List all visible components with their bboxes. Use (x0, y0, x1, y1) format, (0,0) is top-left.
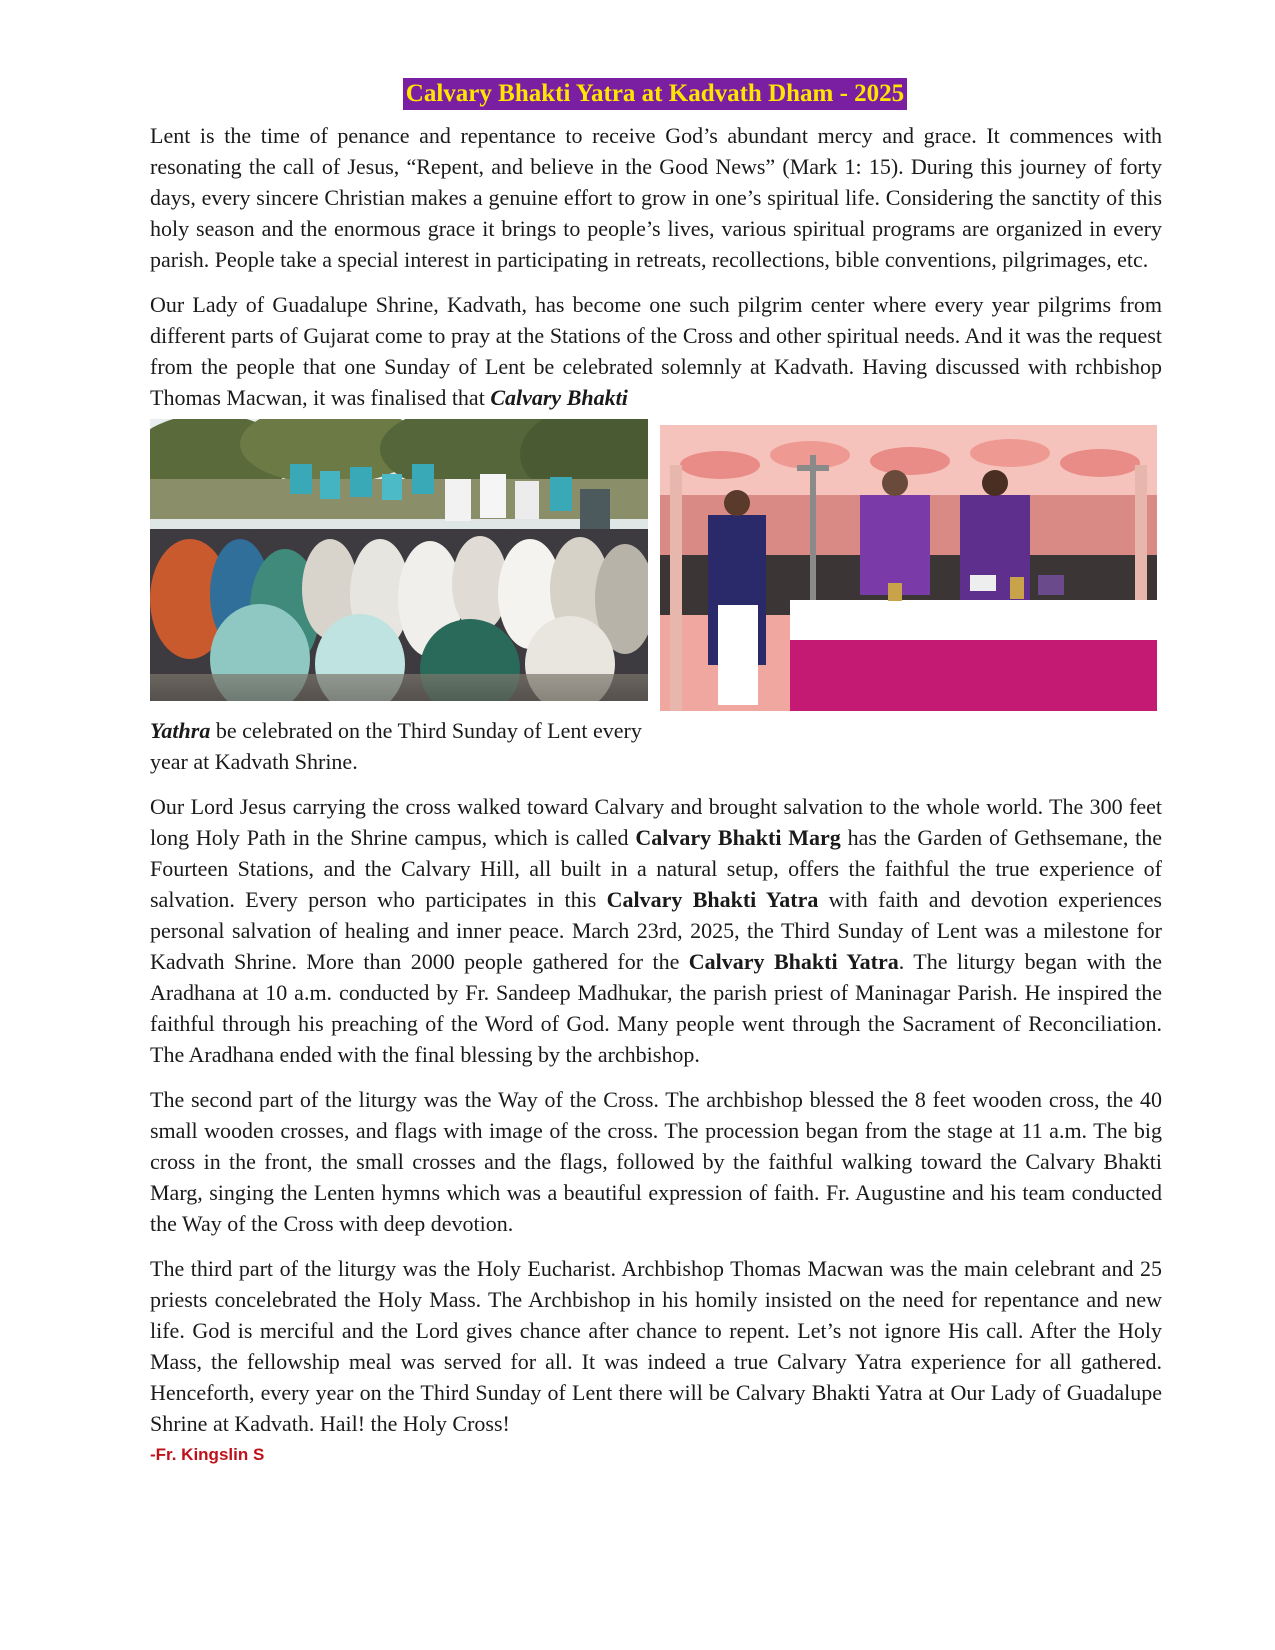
paragraph-eucharist: The third part of the liturgy was the Holy Eucharist. Archbishop Thomas Macwan was the main celebrant and 25 priests concelebrated the Holy Mass. The Archbishop in his homily insisted on the need for repentance and new life. God is merciful and the Lord gives chance after chance to repent. Let’s not ignore His call. After the Holy Mass, the fellowship meal was served for all. It was indeed a true Calvary Yatra experience for all gathered. Henceforth, every year on the Third Sunday of Lent there will be Calvary Bhakti Yatra at Our Lady of Guadalupe Shrine at Kadvath. Hail! the Holy Cross! (150, 1256, 1162, 1436)
page-title: Calvary Bhakti Yatra at Kadvath Dham - 2025 (403, 78, 907, 110)
paragraph-marg-text-d: . The liturgy began with the Aradhana at 10 a.m. conducted by Fr. Sandeep Madhukar, the parish priest of Maninagar Parish. He inspired the faithful through his preaching of the Word of God. Many people went through the Sacrament of Reconciliation. The Aradhana ended with the final blessing by the archbishop. (150, 949, 1162, 1067)
paragraph-marg-text-c: with faith and devotion experiences personal salvation of healing and inner peace. March 23rd, 2025, the Third Sunday of Lent was a milestone for Kadvath Shrine. More than 2000 people gathered for the (150, 887, 1162, 974)
paragraph-marg-text-a: Our Lord Jesus carrying the cross walked toward Calvary and brought salvation to the whole world. The 300 feet long Holy Path in the Shrine campus, which is called (150, 794, 1162, 850)
paragraph-shrine-continued (150, 715, 650, 777)
document-page (150, 78, 1160, 1465)
title-wrap (150, 78, 1160, 110)
procession-photo-graphic (150, 419, 648, 701)
paragraph-shrine-text: Our Lady of Guadalupe Shrine, Kadvath, has become one such pilgrim center where every year pilgrims from different parts of Gujarat come to pray at the Stations of the Cross and other spiritual needs. And it was the request from the people that one Sunday of Lent be celebrated solemnly at Kadvath. Having discussed with rchbishop Thomas Macwan, it was finalised that (150, 292, 1162, 410)
paragraph-marg-bold-c: Calvary Bhakti Yatra (688, 949, 899, 974)
photo-row (150, 419, 1162, 701)
paragraph-calvary-marg (150, 791, 1162, 1070)
paragraph-marg-text-b: has the Garden of Gethsemane, the Fourteen Stations, and the Calvary Hill, all built in a natural setup, offers the faithful the true experience of salvation. Every person who participates in this (150, 825, 1162, 912)
paragraph-marg-bold-b: Calvary Bhakti Yatra (606, 887, 819, 912)
procession-photo (150, 419, 648, 701)
author-signature: -Fr. Kingslin S (150, 1445, 265, 1464)
paragraph-shrine-emphasis: Calvary Bhakti (490, 385, 628, 410)
paragraph-continued-text: be celebrated on the Third Sunday of Lent every year at Kadvath Shrine. (150, 718, 642, 774)
paragraph-continued-emphasis: Yathra (150, 718, 211, 743)
paragraph-intro: Lent is the time of penance and repentance to receive God’s abundant mercy and grace. It commences with resonating the call of Jesus, “Repent, and believe in the Good News” (Mark 1: 15). During this journey of forty days, every sincere Christian makes a genuine effort to grow in one’s spiritual life. Considering the sanctity of this holy season and the enormous grace it brings to people’s lives, various spiritual programs are organized in every parish. People take a special interest in participating in retreats, recollections, bible conventions, pilgrimages, etc. (150, 123, 1162, 272)
paragraph-marg-bold-a: Calvary Bhakti Marg (635, 825, 841, 850)
mass-photo (660, 425, 1157, 711)
paragraph-way-of-cross: The second part of the liturgy was the Way of the Cross. The archbishop blessed the 8 feet wooden cross, the 40 small wooden crosses, and flags with image of the cross. The procession began from the stage at 11 a.m. The big cross in the front, the small crosses and the flags, followed by the faithful walking toward the Calvary Bhakti Marg, singing the Lenten hymns which was a beautiful expression of faith. Fr. Augustine and his team conducted the Way of the Cross with deep devotion. (150, 1087, 1162, 1236)
mass-photo-graphic (660, 425, 1157, 711)
paragraph-shrine (150, 289, 1162, 413)
